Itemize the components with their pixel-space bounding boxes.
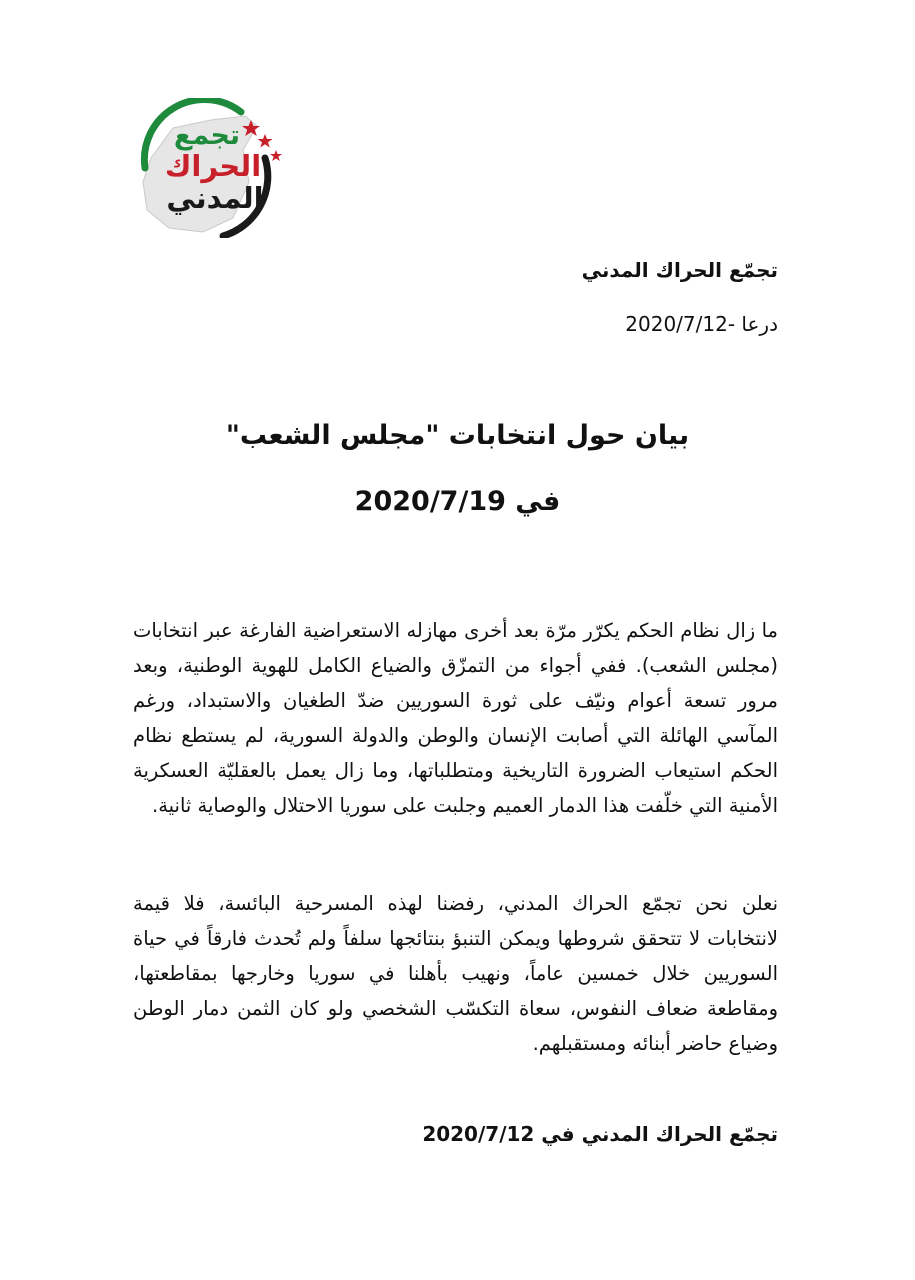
statement-title: بيان حول انتخابات "مجلس الشعب" (225, 420, 690, 451)
logo-text-line1: تجمع (173, 120, 241, 151)
logo-text-line2: الحراك (164, 149, 262, 183)
body-paragraph-2: نعلن نحن تجمّع الحراك المدني، رفضنا لهذه المسرحية البائسة، فلا قيمة لانتخابات لا تتحقق شروطها ويمكن التنبؤ بنتائجها سلفاً ولم تُحدث فارقاً في حياة السوريين خلال خمسين عاماً، ونهيب بأهلنا في سوريا وخارجها بمقاطعتها، ومقاطعة ضعاف النفوس، سعاة التكسّب الشخصي ولو كان الثمن دمار الوطن وضياع حاضر أبنائه ومستقبلهم. (133, 891, 778, 1055)
place-and-date: درعا -2020/7/12 (625, 312, 778, 336)
body-paragraph-1: ما زال نظام الحكم يكرّر مرّة بعد أخرى مهازله الاستعراضية الفارغة عبر انتخابات (مجلس الشعب). ففي أجواء من التمزّق والضياع الكامل للهوية الوطنية، وبعد مرور تسعة أعوام ونيّف على ثورة السوريين ضدّ الطغيان والاستبداد، ورغم المآسي الهائلة التي أصابت الإنسان والوطن والدولة السورية، لم يستطع نظام الحكم استيعاب الضرورة التاريخية ومتطلباتها، وما زال يعمل بالعقليّة العسكرية الأمنية التي خلّفت هذا الدمار العميم وجلبت على سوريا الاحتلال والوصاية ثانية. (133, 618, 778, 817)
closing-signature: تجمّع الحراك المدني في 2020/7/12 (422, 1122, 778, 1146)
organization-logo (133, 98, 285, 238)
organization-name: تجمّع الحراك المدني (581, 258, 778, 282)
logo-emblem-icon (133, 98, 285, 238)
statement-title-date: في 2020/7/19 (354, 486, 561, 517)
logo-text-line3: المدني (166, 181, 264, 215)
